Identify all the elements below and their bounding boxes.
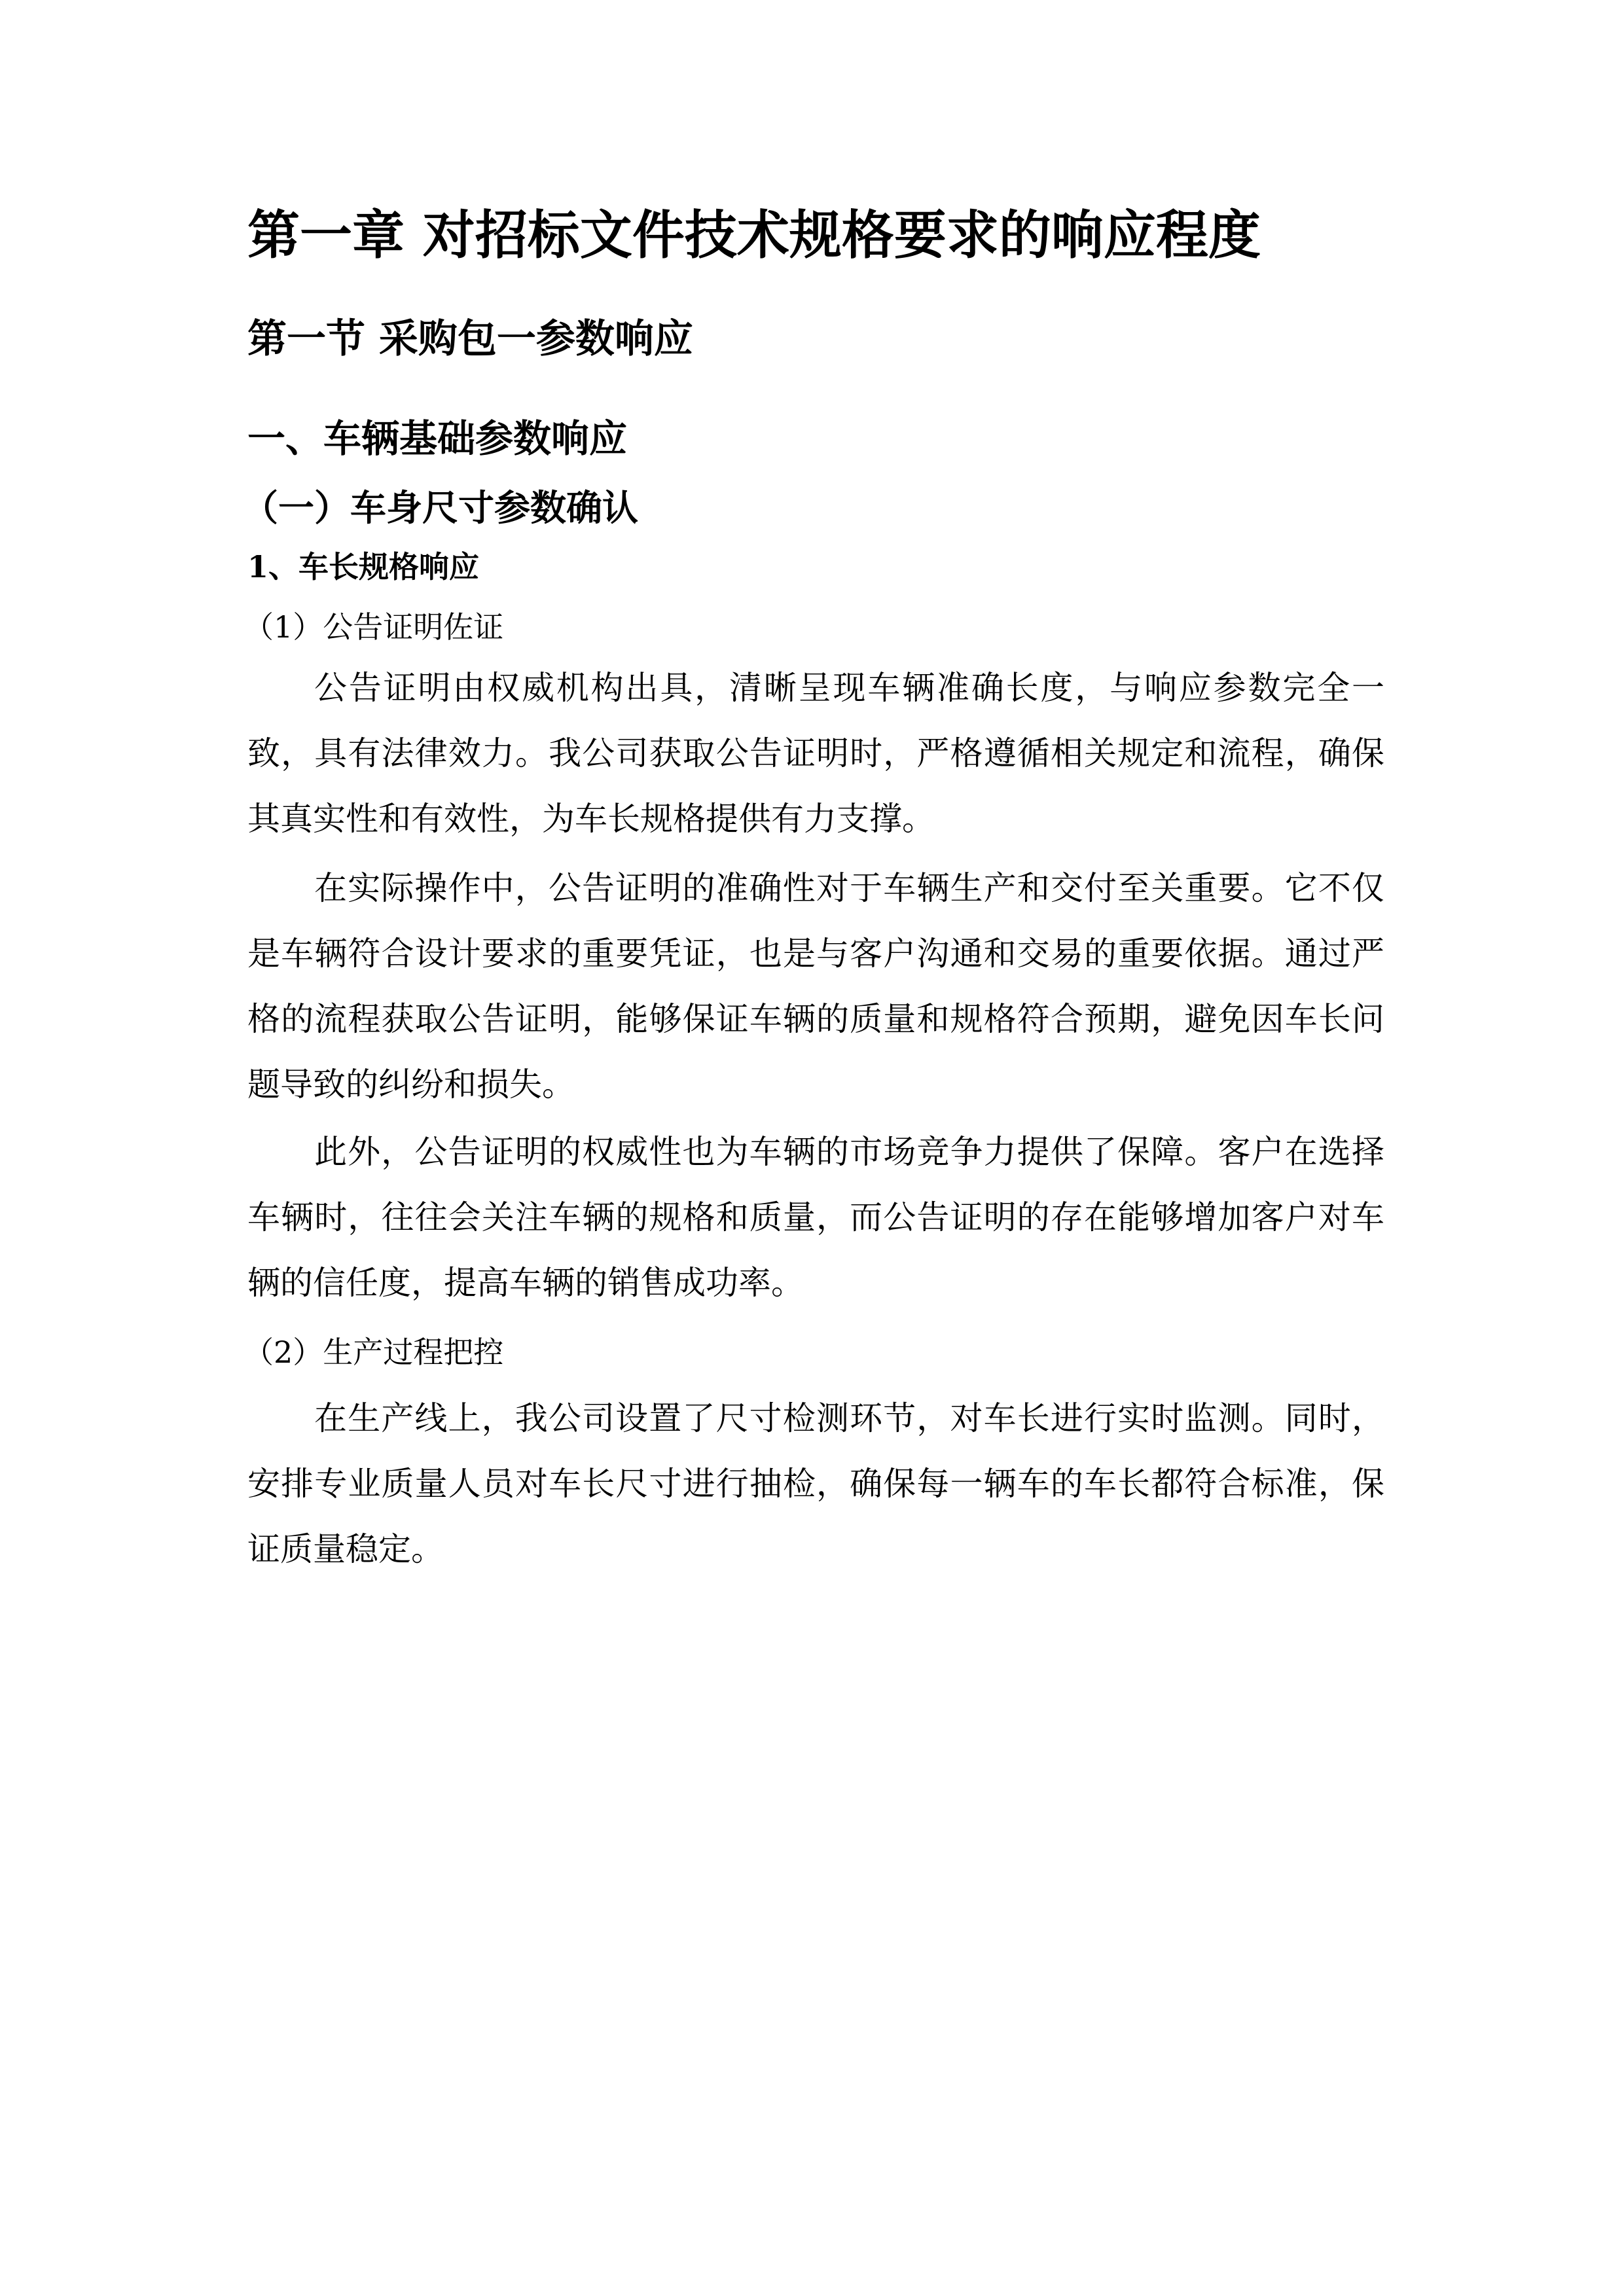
paragraph: 公告证明由权威机构出具，清晰呈现车辆准确长度，与响应参数完全一致，具有法律效力。我公司获取公告证明时，严格遵循相关规定和流程，确保其真实性和有效性，为车长规格提供有力支撑。 bbox=[247, 669, 1384, 838]
heading-vehicle-basic-params: 一、车辆基础参数响应 bbox=[247, 416, 628, 461]
heading-body-dimensions: （一）车身尺寸参数确认 bbox=[242, 486, 639, 529]
paragraph: 在生产线上，我公司设置了尺寸检测环节，对车长进行实时监测。同时，安排专业质量人员对车长尺寸进行抽检，确保每一辆车的车长都符合标准，保证质量稳定。 bbox=[247, 1399, 1384, 1568]
paragraph: 在实际操作中，公告证明的准确性对于车辆生产和交付至关重要。它不仅是车辆符合设计要求的重要凭证，也是与客户沟通和交易的重要依据。通过严格的流程获取公告证明，能够保证车辆的质量和规格符合预期，避免因车长问题导致的纠纷和损失。 bbox=[247, 869, 1384, 1103]
subheading-announcement-proof: （1）公告证明佐证 bbox=[244, 609, 504, 645]
chapter-title: 第一章 对招标文件技术规格要求的响应程度 bbox=[247, 205, 1261, 266]
subheading-production-control: （2）生产过程把控 bbox=[244, 1335, 504, 1370]
paragraph: 此外，公告证明的权威性也为车辆的市场竞争力提供了保障。客户在选择车辆时，往往会关注车辆的规格和质量，而公告证明的存在能够增加客户对车辆的信任度，提高车辆的销售成功率。 bbox=[247, 1133, 1384, 1302]
section-title: 第一节 采购包一参数响应 bbox=[247, 316, 693, 362]
heading-length-spec: 1、车长规格响应 bbox=[247, 549, 480, 584]
